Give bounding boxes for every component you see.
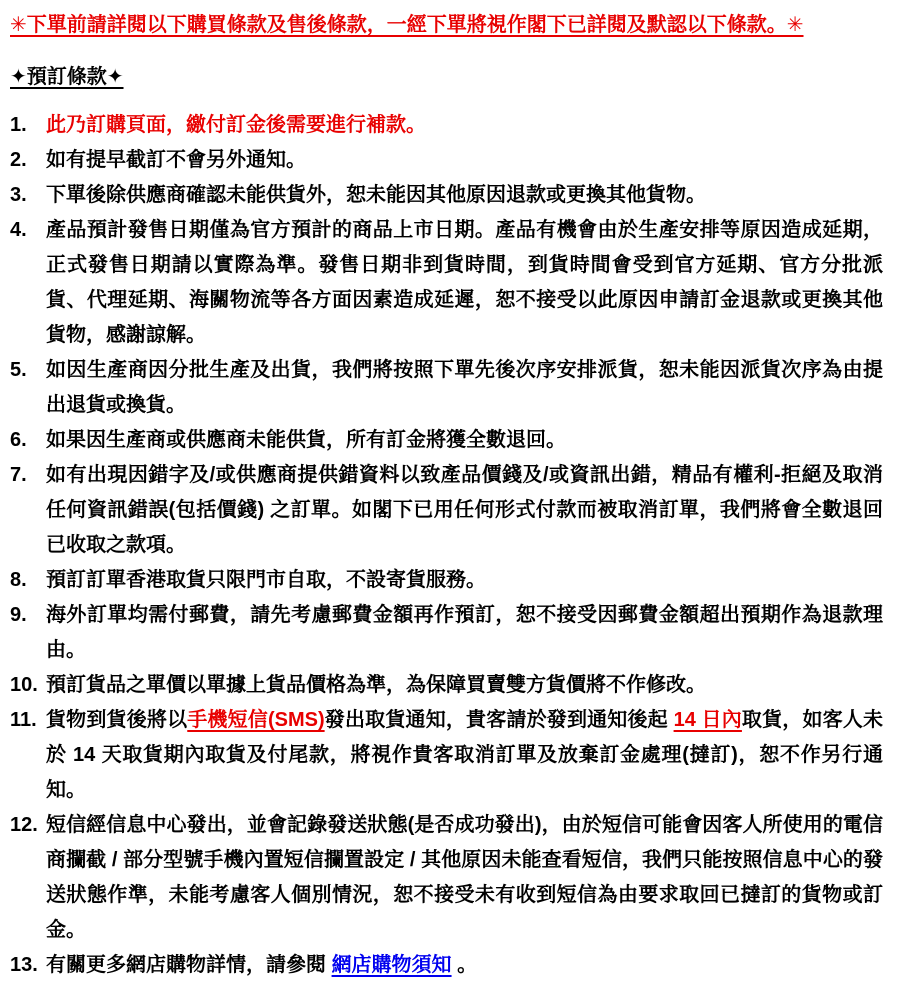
term-text-segment: 下單後除供應商確認未能供貨外，恕未能因其他原因退款或更換其他貨物。	[46, 184, 706, 206]
term-number: 11.	[10, 709, 37, 731]
term-text-segment: 如有提早截訂不會另外通知。	[46, 149, 306, 171]
term-item	[10, 353, 883, 423]
term-text-segment: 如有出現因錯字及/或供應商提供錯資料以致產品價錢及/或資訊出錯，精品有權利-拒絕及取消任何資訊錯誤(包括價錢) 之訂單。如閣下已用任何形式付款而被取消訂單，我們將會全數退回已收取之款項。	[46, 464, 883, 556]
term-text-segment: 短信經信息中心發出，並會記錄發送狀態(是否成功發出)，由於短信可能會因客人所使用的電信商攔截 / 部分型號手機內置短信攔置設定 / 其他原因未能查看短信，我們只能按照信息中心的發送狀態作準，未能考慮客人個別情況，恕不接受未有收到短信為由要求取回已撻訂的貨物或訂金。	[46, 814, 883, 941]
term-number: 10.	[10, 674, 38, 696]
term-text	[46, 353, 883, 423]
term-text-segment: 發出取貨通知，貴客請於發到通知後起	[324, 709, 674, 731]
term-number: 6.	[10, 429, 27, 451]
term-text	[46, 598, 883, 668]
term-item	[10, 423, 883, 458]
term-number: 2.	[10, 149, 27, 171]
term-text	[46, 423, 883, 458]
term-text-segment: 此乃訂購頁面，繳付訂金後需要進行補款。	[46, 114, 426, 136]
term-text-segment: 預訂訂單香港取貨只限門市自取，不設寄貨服務。	[46, 569, 486, 591]
term-text	[46, 563, 883, 598]
term-text-segment: 如果因生產商或供應商未能供貨，所有訂金將獲全數退回。	[46, 429, 566, 451]
term-text	[46, 948, 883, 983]
term-item	[10, 703, 883, 808]
term-number: 8.	[10, 569, 27, 591]
term-number: 1.	[10, 114, 27, 136]
term-text	[46, 178, 883, 213]
term-item	[10, 108, 883, 143]
term-text-segment: 海外訂單均需付郵費，請先考慮郵費金額再作預訂，恕不接受因郵費金額超出預期作為退款理由。	[46, 604, 883, 661]
term-text-segment: 。	[451, 954, 478, 976]
term-text-segment: 14 日內	[673, 709, 742, 731]
term-text-segment: 預訂貨品之單價以單據上貨品價格為準，為保障買賣雙方貨價將不作修改。	[46, 674, 706, 696]
term-number: 4.	[10, 219, 27, 241]
term-item	[10, 808, 883, 948]
term-text	[46, 703, 883, 808]
purchase-notice-heading: ✳下單前請詳閱以下購買條款及售後條款，一經下單將視作閣下已詳閱及默認以下條款。✳	[10, 14, 804, 36]
term-item	[10, 213, 883, 353]
term-item	[10, 178, 883, 213]
term-text	[46, 668, 883, 703]
term-number: 12.	[10, 814, 38, 836]
term-number: 3.	[10, 184, 27, 206]
term-text	[46, 458, 883, 563]
terms-list	[10, 108, 883, 983]
term-text	[46, 808, 883, 948]
term-item	[10, 458, 883, 563]
term-item	[10, 948, 883, 983]
term-text-segment: 手機短信(SMS)	[187, 709, 325, 731]
term-text	[46, 143, 883, 178]
term-number: 9.	[10, 604, 27, 626]
term-item	[10, 598, 883, 668]
term-number: 5.	[10, 359, 27, 381]
term-item	[10, 563, 883, 598]
term-text	[46, 108, 883, 143]
term-number: 13.	[10, 954, 38, 976]
term-text	[46, 213, 883, 353]
store-shopping-notice-link[interactable]: 網店購物須知	[331, 954, 452, 976]
term-text-segment: 產品預計發售日期僅為官方預計的商品上市日期。產品有機會由於生產安排等原因造成延期，正式發售日期請以實際為準。發售日期非到貨時間，到貨時間會受到官方延期、官方分批派貨、代理延期、海關物流等各方面因素造成延遲，恕不接受以此原因申請訂金退款或更換其他貨物，感謝諒解。	[46, 219, 883, 346]
term-item	[10, 668, 883, 703]
preorder-terms-heading: ✦預訂條款✦	[10, 66, 124, 88]
term-text-segment: 如因生產商因分批生產及出貨，我們將按照下單先後次序安排派貨，恕未能因派貨次序為由提出退貨或換貨。	[46, 359, 883, 416]
term-text-segment: 有關更多網店購物詳情，請參閱	[46, 954, 332, 976]
term-item	[10, 143, 883, 178]
term-text-segment: 貨物到貨後將以	[46, 709, 188, 731]
term-text-segment: 取貨，如客人未於 14 天取貨期內取貨及付尾款，將視作貴客取消訂單及放棄訂金處理(撻訂)，恕不作另行通知。	[46, 709, 883, 801]
term-number: 7.	[10, 464, 27, 486]
